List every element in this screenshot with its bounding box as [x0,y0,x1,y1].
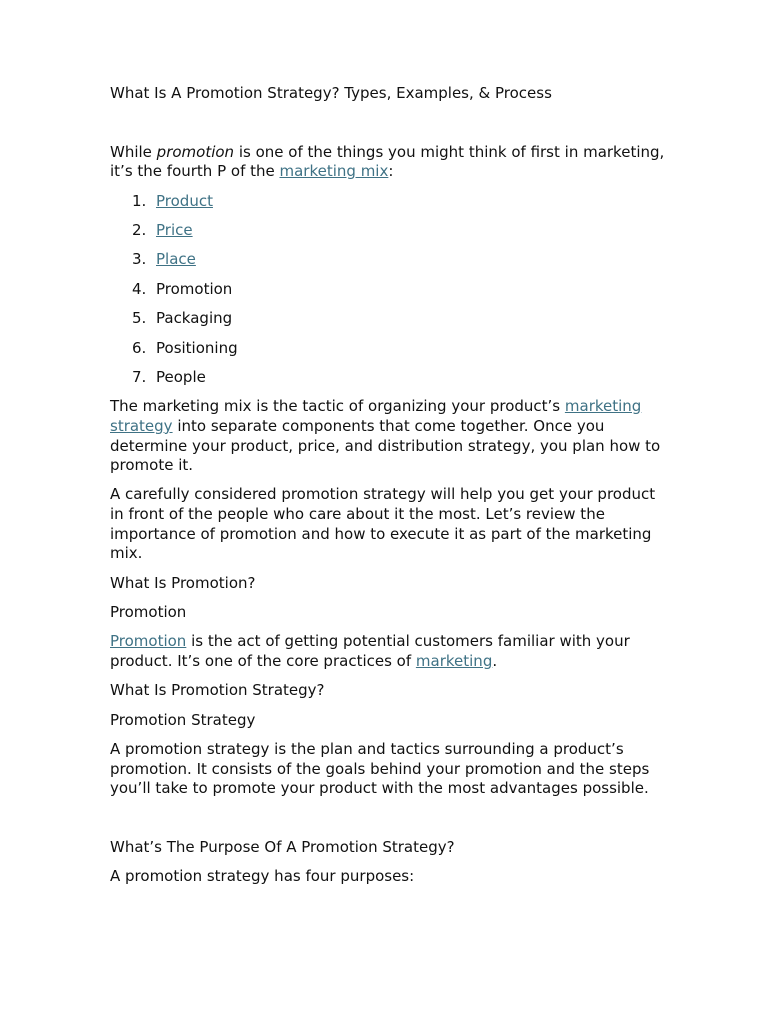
list-item [110,309,670,329]
marketing-strategy-link[interactable]: marketing strategy [110,397,642,435]
list-item-number: 3. [132,250,147,269]
marketing-mix-link[interactable]: marketing mix [279,162,389,181]
document-page [110,84,670,897]
list-item-label: Promotion [156,279,233,298]
purpose-paragraph: A promotion strategy has four purposes: [110,867,415,886]
list-item [110,280,670,300]
considered-paragraph: A carefully considered promotion strategy will help you get your product in front of the people who care about it the most. Let’s review the importance of promotion and how to execute it as part of the marketing mix. [110,485,656,563]
mix-text: into separate components that come together. Once you determine your product, price, and distribution strategy, you plan how to promote it. [110,416,661,475]
document-title: What Is A Promotion Strategy? Types, Examples, & Process [110,84,552,102]
mix-paragraph [110,397,670,475]
definition-text: . [492,652,498,671]
intro-text: : [388,162,394,181]
marketing-mix-list [110,192,670,388]
mix-text: The marketing mix is the tactic of organizing your product’s [110,397,565,416]
promotion-image-alt: Promotion [110,603,187,622]
list-item [110,192,670,212]
list-item-number: 5. [132,309,147,328]
strategy-definition-paragraph: A promotion strategy is the plan and tactics surrounding a product’s promotion. It consists of the goals behind your promotion and the steps you’ll take to promote your product with the most advantages possible. [110,740,650,798]
list-item [110,221,670,241]
list-item-label: People [156,367,206,386]
list-item [110,368,670,388]
intro-italic-term: promotion [156,142,235,161]
definition-text: is the act of getting potential customers familiar with your product. It’s one of the core practices of [110,632,630,671]
what-is-strategy-heading: What Is Promotion Strategy? [110,681,325,700]
product-link[interactable]: Product [156,191,213,210]
list-item-label: Packaging [156,309,233,328]
what-is-promotion-heading: What Is Promotion? [110,573,256,592]
intro-text: While [110,142,157,161]
intro-text: is one of the things you might think of first in marketing, it’s the fourth P of the [110,142,665,181]
list-item-number: 4. [132,279,147,298]
list-item-number: 7. [132,367,147,386]
list-item-label: Positioning [156,338,238,357]
list-item-number: 2. [132,220,147,239]
promotion-definition-paragraph [110,632,670,671]
list-item-number: 6. [132,338,147,357]
place-link[interactable]: Place [156,250,196,269]
promotion-link[interactable]: Promotion [110,632,187,651]
purpose-heading: What’s The Purpose Of A Promotion Strategy? [110,837,455,856]
list-item [110,250,670,270]
list-item [110,339,670,359]
price-link[interactable]: Price [156,220,193,239]
strategy-image-alt: Promotion Strategy [110,710,256,729]
marketing-link[interactable]: marketing [415,652,493,671]
intro-paragraph [110,143,670,182]
list-item-number: 1. [132,191,147,210]
